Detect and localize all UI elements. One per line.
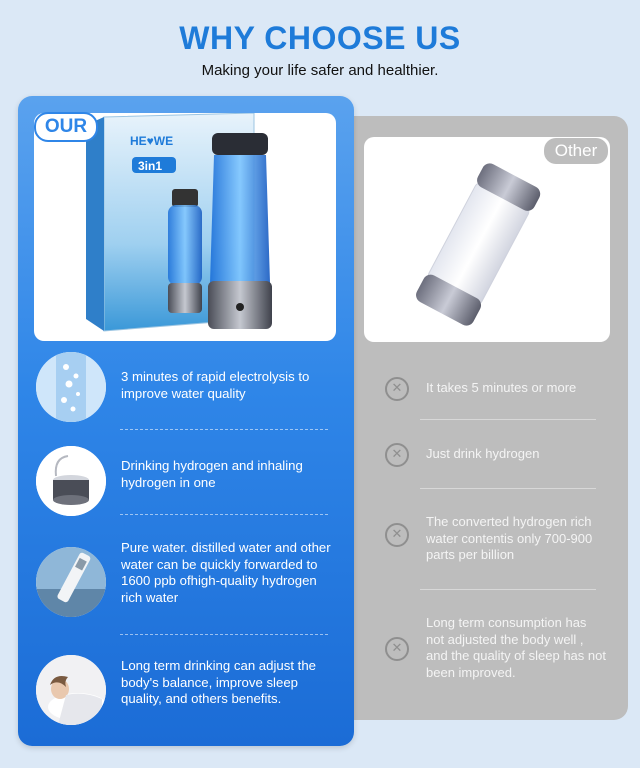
water-bubbles-icon <box>36 352 106 422</box>
feature-text: Drinking hydrogen and inhaling hydrogen in one <box>121 458 303 490</box>
feature-text: Pure water. distilled water and other water can be quickly forwarded to 1600 ppb ofhigh-quality hydrogen rich water <box>121 540 331 605</box>
divider <box>120 429 328 430</box>
divider <box>120 514 328 515</box>
page-subtitle: Making your life safer and healthier. <box>201 62 439 79</box>
feature-thumb <box>36 446 106 516</box>
feature-text: 3 minutes of rapid electrolysis to improve water quality <box>121 369 310 401</box>
other-item-text: It takes 5 minutes or more <box>426 380 577 395</box>
our-badge: OUR <box>34 112 98 142</box>
other-product-image <box>364 137 610 342</box>
x-circle-icon: ✕ <box>385 377 409 401</box>
divider <box>420 488 596 489</box>
divider <box>420 589 596 590</box>
other-item-text: The converted hydrogen rich water contentis only 700-900 parts per billion <box>426 514 593 562</box>
hydrogen-meter-icon <box>36 547 106 617</box>
inhaler-device-icon <box>36 446 106 516</box>
page-title: WHY CHOOSE US <box>179 20 461 56</box>
our-product-image <box>34 113 336 341</box>
product-box-icon <box>34 113 336 341</box>
other-item-text: Long term consumption has not adjusted the body well , and the quality of sleep has not been improved. <box>426 615 606 680</box>
feature-thumb <box>36 547 106 617</box>
divider <box>120 634 328 635</box>
feature-text: Long term drinking can adjust the body's balance, improve sleep quality, and others benefits. <box>121 658 316 706</box>
feature-thumb <box>36 655 106 725</box>
box-label: 3in1 <box>138 159 163 173</box>
other-badge: Other <box>544 138 608 164</box>
x-circle-icon: ✕ <box>385 637 409 661</box>
other-item-text: Just drink hydrogen <box>426 446 540 461</box>
divider <box>420 419 596 420</box>
box-brand: HE♥WE <box>130 134 174 148</box>
feature-thumb <box>36 352 106 422</box>
x-circle-icon: ✕ <box>385 443 409 467</box>
x-circle-icon: ✕ <box>385 523 409 547</box>
other-bottle-icon <box>364 137 610 342</box>
sleeping-woman-icon <box>36 655 106 725</box>
